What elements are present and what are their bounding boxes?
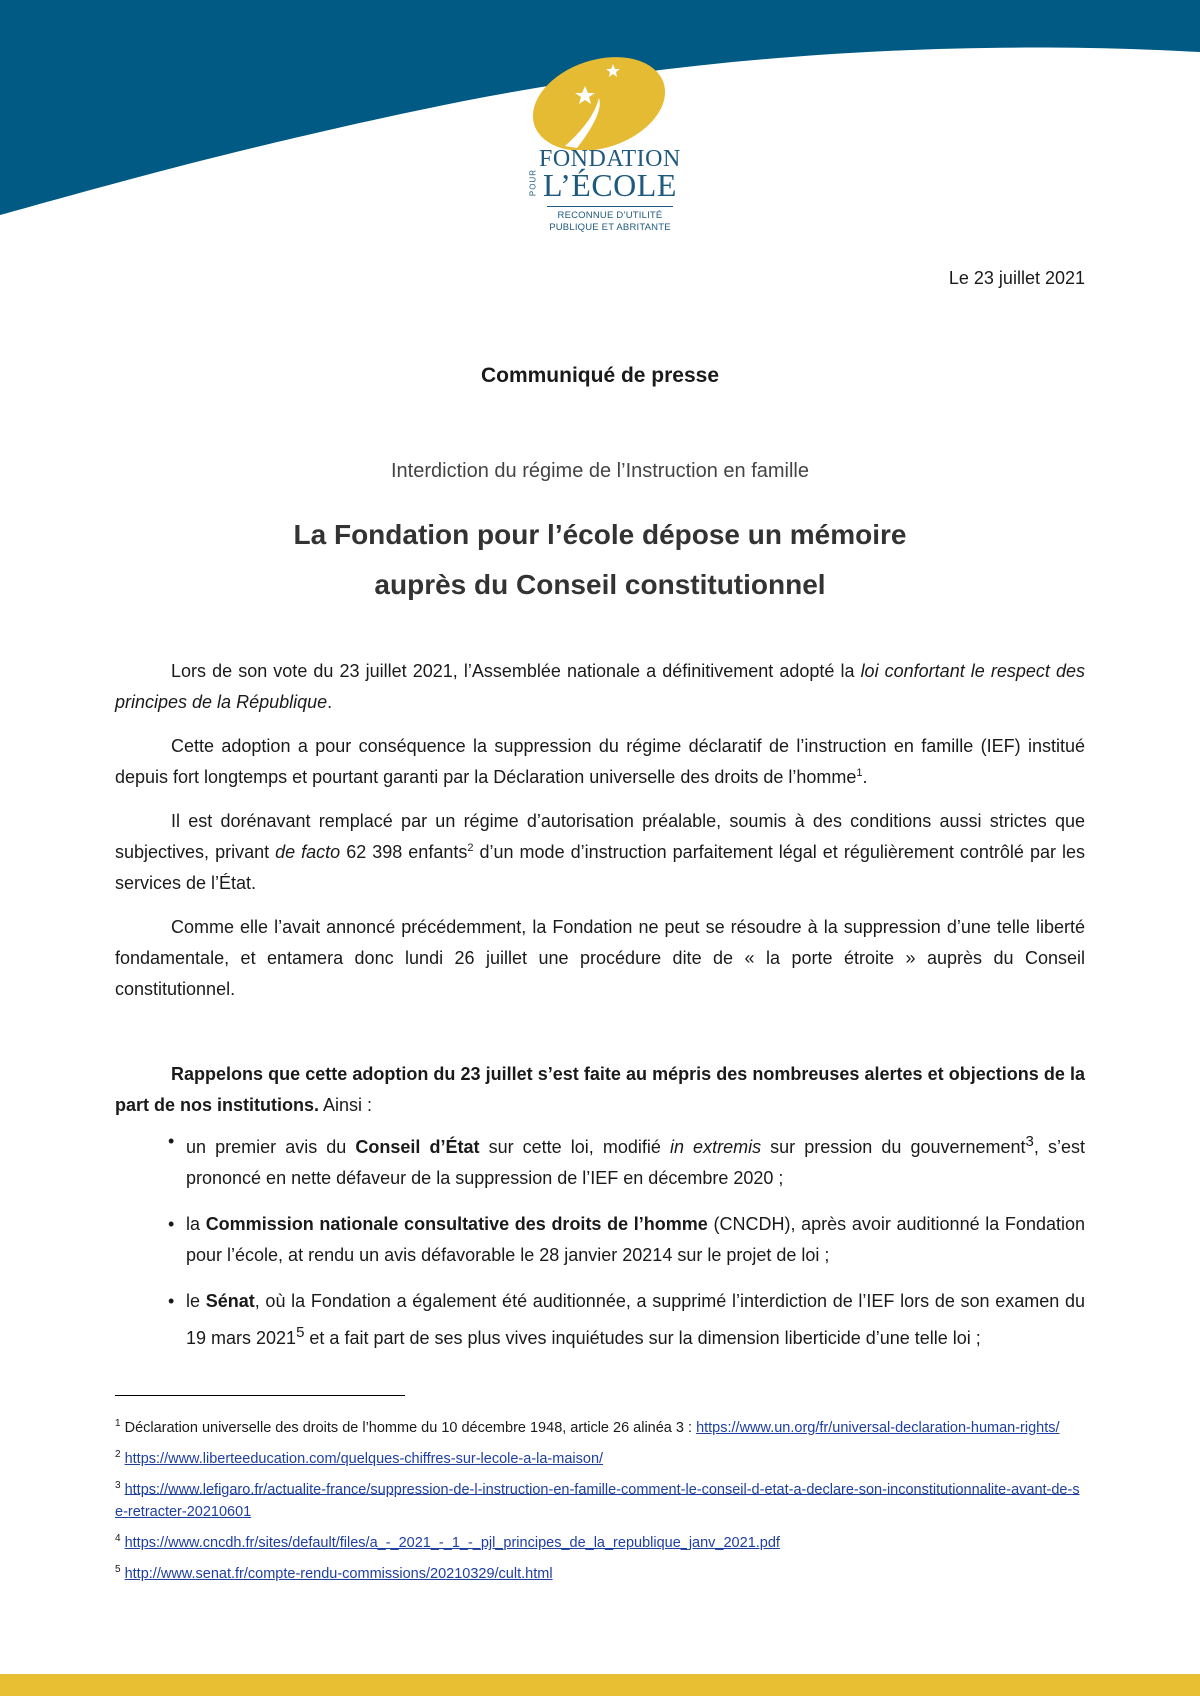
footnote-5-link[interactable]: http://www.senat.fr/compte-rendu-commissions/20210329/cult.html [124,1566,553,1583]
footnote-3-link[interactable]: https://www.lefigaro.fr/actualite-france/suppression-de-l-instruction-en-famille-comment-le-conseil-d-etat-a-declare-son-inconstitutionnalite-avant-de-se-retracter-20210601 [115,1481,1080,1521]
footnote-3: $^3$ https://www.lefigaro.fr/actualite-france/suppression-de-l-instruction-en-famille-comment-le-conseil-d-etat-a-declare-son-inconstitutionnalite-avant-de-se-retracter-20210601 [115,1479,1080,1521]
list-item: • un premier avis du Conseil d’État sur cette loi, modifié in extremis sur pression du gouvernement$^3$, s’est prononcé en nette défaveur de la suppression de l’IEF en décembre 2020 ; [170,1126,1085,1194]
objections-list [170,1126,1085,1369]
logo-tagline-line1: RECONNUE D’UTILITÉ [557,210,663,221]
paragraph-3: Il est dorénavant remplacé par un régime d’autorisation préalable, soumis à des conditions aussi strictes que subjectives, privant de facto 62 398 enfants$^2$ d’un mode d’instruction parfaitement légal et régulièrement contrôlé par les services de l’État. [115,811,1085,893]
list-item: • le Sénat, où la Fondation a également été auditionnée, a supprimé l’interdiction de l’IEF lors de son examen du 19 mars 2021$^5$ et a fait part de ses plus vives inquiétudes sur la dimension liberticide d’une telle loi ; [170,1286,1085,1354]
logo-divider [547,206,673,207]
list-item: • la Commission nationale consultative des droits de l’homme (CNCDH), après avoir auditionné la Fondation pour l’école, at rendu un avis défavorable le 28 janvier 20214 sur le projet de loi ; [170,1209,1085,1271]
footnote-2: $^2$ https://www.liberteeducation.com/quelques-chiffres-sur-lecole-a-la-maison/ [115,1448,604,1467]
document-date: Le 23 juillet 2021 [948,268,1085,288]
logo-name-line2: L’ÉCOLE [543,167,677,203]
footnote-ref-5[interactable]: 5 [296,1324,305,1341]
logo-pour: POUR [528,168,538,197]
document-subtitle: Interdiction du régime de l’Instruction en famille [391,460,809,482]
logo-name-line1: FONDATION [539,146,681,172]
title-line-2: auprès du Conseil constitutionnel [374,569,826,600]
paragraph-4: Comme elle l’avait annoncé précédemment, la Fondation ne peut se résoudre à la suppression d’une telle liberté fondamentale, et entamera donc lundi 26 juillet une procédure dite de « la porte étroite » auprès du Conseil constitutionnel. [115,917,1085,999]
title-line-1: La Fondation pour l’école dépose un mémoire [293,519,907,550]
body-text [115,656,1085,1134]
footnotes [115,1412,1085,1589]
footer-band [0,1674,1200,1696]
paragraph-2: Cette adoption a pour conséquence la suppression du régime déclaratif de l’instruction en famille (IEF) institué depuis fort longtemps et pourtant garanti par la Déclaration universelle des droits de l’homme$^1$. [115,736,1085,787]
footnote-5: $^5$ http://www.senat.fr/compte-rendu-commissions/20210329/cult.html [115,1564,553,1583]
footnote-4-link[interactable]: https://www.cncdh.fr/sites/default/files/a_-_2021_-_1_-_pjl_principes_de_la_republique_janv_2021.pdf [124,1535,780,1552]
logo-tagline-line2: PUBLIQUE ET ABRITANTE [549,222,671,233]
document-title [0,510,1200,610]
footnote-ref-2[interactable]: 2 [467,842,474,854]
foundation-logo [525,54,681,244]
footnote-ref-1[interactable]: 1 [856,767,863,779]
paragraph-1: Lors de son vote du 23 juillet 2021, l’Assemblée nationale a définitivement adopté la loi confortant le respect des principes de la République. [115,661,1086,712]
footnote-separator [115,1395,405,1396]
footnote-1-link[interactable]: https://www.un.org/fr/universal-declaration-human-rights/ [696,1419,1060,1436]
paragraph-5: Rappelons que cette adoption du 23 juillet s’est faite au mépris des nombreuses alertes et objections de la part de nos institutions. Ainsi : [115,1064,1085,1115]
document-type: Communiqué de presse [480,364,720,387]
logo-emblem-icon [525,54,675,150]
footnote-1: $^1$ Déclaration universelle des droits de l’homme du 10 décembre 1948, article 26 alinéa 3 : https://www.un.org/fr/universal-declaration-human-rights/ [115,1418,1060,1436]
footnote-2-link[interactable]: https://www.liberteeducation.com/quelques-chiffres-sur-lecole-a-la-maison/ [124,1450,604,1467]
footnote-ref-3[interactable]: 3 [1025,1133,1034,1150]
footnote-4: $^4$ https://www.cncdh.fr/sites/default/files/a_-_2021_-_1_-_pjl_principes_de_la_republique_janv_2021.pdf [115,1533,780,1552]
